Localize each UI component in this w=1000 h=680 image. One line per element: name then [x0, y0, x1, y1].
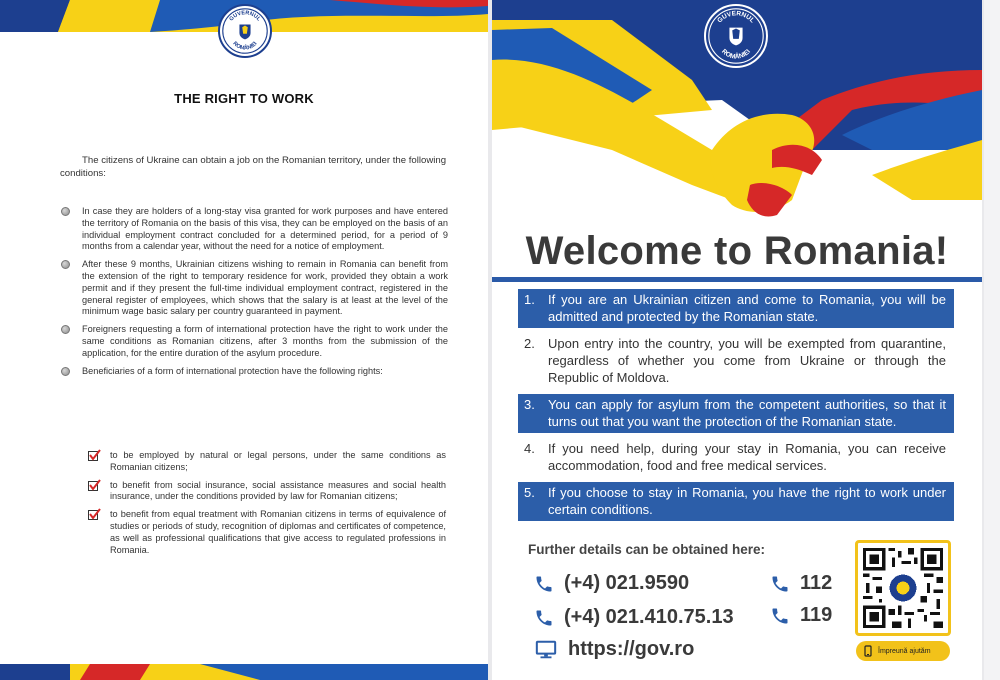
- info-point: 4. If you need help, during your stay in Romania, you can receive accommodation, food and free medical services.: [524, 441, 946, 473]
- checkbox-checked-icon: [88, 451, 98, 461]
- campaign-badge: Împreună ajutăm: [856, 641, 950, 661]
- bullet-icon: [61, 260, 70, 269]
- info-points-list: [518, 289, 954, 526]
- checkbox-checked-icon: [88, 510, 98, 520]
- heading-divider: [492, 277, 982, 282]
- list-item: Beneficiaries of a form of international protection have the following rights:: [60, 366, 448, 378]
- scrollbar[interactable]: [984, 0, 1000, 680]
- left-page: [0, 0, 488, 680]
- phone-icon: [534, 574, 554, 594]
- phone-icon: [770, 606, 790, 626]
- svg-text:GUVERNUL: GUVERNUL: [716, 10, 756, 25]
- page-title: THE RIGHT TO WORK: [174, 91, 314, 106]
- helpline-contact[interactable]: 119: [770, 604, 832, 627]
- sub-rights-list: [88, 450, 446, 562]
- svg-text:ROMÂNIEI: ROMÂNIEI: [720, 48, 752, 61]
- phone-contact-2[interactable]: (+4) 021.410.75.13: [534, 606, 734, 629]
- info-point: 3. You can apply for asylum from the competent authorities, so that it turns out that you want the protection of the Romanian state.: [518, 394, 954, 433]
- phone-icon: [770, 574, 790, 594]
- bullet-icon: [61, 207, 70, 216]
- list-item: to be employed by natural or legal persons, under the same conditions as Romanian citizens;: [88, 450, 446, 474]
- government-seal: [704, 4, 768, 68]
- info-point: 5. If you choose to stay in Romania, you have the right to work under certain conditions.: [518, 482, 954, 521]
- list-item: to benefit from social insurance, social assistance measures and social health insurance, under the conditions provided by law for Romanian citizens;: [88, 480, 446, 504]
- list-item: Foreigners requesting a form of international protection have the right to work under the same conditions as Romanian citizens, after 3 months from the submission of the application, for the entire duration of the asylum procedure.: [60, 324, 448, 359]
- phone-icon: [534, 608, 554, 628]
- info-point: 2. Upon entry into the country, you will be exempted from quarantine, regardless of whether you come from Ukraine or through the Republic of Moldova.: [524, 336, 946, 385]
- list-item: to benefit from equal treatment with Romanian citizens in terms of equivalence of studies or periods of study, recognition of diplomas and certificates of competence, as well as professional qualifications that give access to regulated professions in Romania.: [88, 509, 446, 556]
- emergency-contact[interactable]: 112: [770, 572, 832, 595]
- bullet-icon: [61, 367, 70, 376]
- website-link[interactable]: https://gov.ro: [534, 638, 694, 661]
- phone-contact-1[interactable]: (+4) 021.9590: [534, 572, 689, 595]
- welcome-heading: Welcome to Romania!: [525, 229, 949, 273]
- government-seal: [218, 4, 272, 58]
- intro-paragraph: The citizens of Ukraine can obtain a job on the Romanian territory, under the following conditions:: [60, 155, 447, 179]
- info-point: 1. If you are an Ukrainian citizen and come to Romania, you will be admitted and protected by the Romanian state.: [518, 289, 954, 328]
- list-item: After these 9 months, Ukrainian citizens wishing to remain in Romania can benefit from the extension of the right to temporary residence for work, provided they obtain a work permit and if they present the full-time individual employment contract, registered in the general register of employees, which shows that the salary is at least at the level of the minimum wage basic salary per country guaranteed in payment.: [60, 259, 448, 318]
- flag-strip-bottom: [0, 664, 488, 680]
- contact-heading: Further details can be obtained here:: [528, 542, 766, 557]
- qr-code[interactable]: [855, 540, 951, 636]
- monitor-icon: [534, 639, 558, 661]
- bullet-icon: [61, 325, 70, 334]
- list-item: In case they are holders of a long-stay visa granted for work purposes and have entered the territory of Romania on the basis of this visa, they can be employed on the basis of an individual employment contract concluded for a determined period, for a period of 9 months from a calendar year, without the need for a notice of employment.: [60, 206, 448, 253]
- right-page: [492, 0, 982, 680]
- checkbox-checked-icon: [88, 481, 98, 491]
- svg-text:ROMÂNIEI: ROMÂNIEI: [231, 40, 259, 52]
- mobile-phone-icon: [862, 645, 874, 657]
- rights-list: [60, 206, 448, 383]
- svg-text:GUVERNUL: GUVERNUL: [228, 10, 262, 23]
